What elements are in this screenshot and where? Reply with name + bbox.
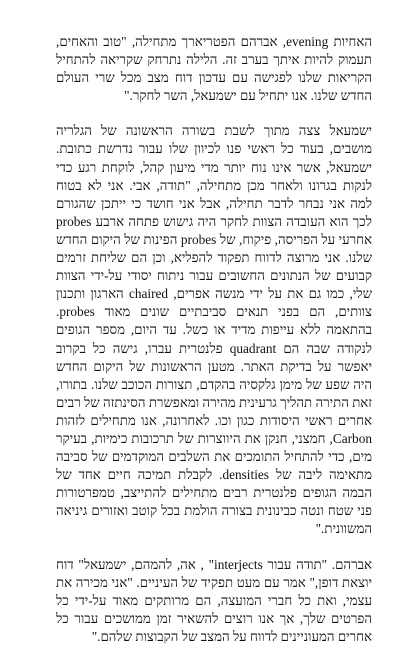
paragraph-opening: האחיות evening, אברהם הפטריארך מתחילה, "טוב והאחים, תעמוק להיות איתך בערב זה. הלילה נתרחק שקריאה להתחיל הקריאות שלנו לפגישה עם עדכון דוח מצב מכל שרי העולם החדש שלנו. אנו יתחיל עם ישמעאל, השר לחקר."	[56, 34, 372, 104]
paragraph-ishmael-report: ישמעאל צצה מתוך לשבת בשורה הראשונה של הגלריה מושבים, בעוד כל ראשי פנו לכיוון שלו עבור נדרשת כתובת. ישמעאל, אשר אינו נוח יותר מדי מיעון קהל, לוקחת רגע כדי לנקות בגרונו ולאחר מכן מתחילה, "תודה, אבי. אני לא בטוח למה אני נבחר לדבר תחילה, אבל אני חושד כי ייתכן שהגורם לכך הוא העובדה הצוות לחקר היה גישוש פתחה ארבע probes אחרעי על הפריסה, פיקוח, של probes הפינות של היקום החדש שלנו. אני מרוצה לדווח תפקוד להפליא, וכן הם שליחת זרמים קבועים של הנתונים החשובים עבור ניתוח יסודי על-ידי הצוות שלי, כמו גם את על ידי מנשה אפרים, chaired הארגון ותכנון צוותים, הם בפני תנאים סביבתיים שונים מאוד probes. בהתאמה ללא עייפות מדיד או כשל. עד היום, מספר הגופים לנקודה שבה הם quadrant פלנטרית עברו, גישה כל בקרוב יאפשר על בדיקת האתר. מטען הראשונות של היקום החדש היה שפע של מימן גלקסיה בהקדם, תצורות הכוכב שלנו. בתורו, זאת התירה תהליך גרעינית מהירה ומאפשרת הסינתזה של רבים אחרים ראשי היסודות כגון וכו. לאחרונה, אנו מתחילים לזהות Carbon, חמצני, חנקן את היווצרות של תרכובות כימיות, בעיקר מים, כדי להתחיל התומכים את השלבים המוקדמים של סביבה מתאימה ליבה של densities. לקבלת תמיכה חיים אחד של הבמה הגופים פלנטרית רבים מתחילים להתייצב, טמפרטורות פני שטח ונטה כבינונית בצורה הולמת בכל קוטב ואזורים גיניאה המשוונית."	[56, 123, 373, 537]
document-body	[56, 33, 372, 663]
paragraph-abraham-reply: אברהם. "תודה עבור interjects" , אה, להמהם, ישמעאל" דוח יוצאת דופן," אמר עם מעט תפקיד של העיניים. "אני מכירה את עצמי, ואת כל חברי המועצה, הם מרותקים מאוד על-ידי כל הפרטים שלך, אך אנו רוצים להשאיר זמן ממושכים עבור כל אחרים המעוניינים לדווח על המצב של הקבוצות שלהם."	[56, 556, 372, 644]
